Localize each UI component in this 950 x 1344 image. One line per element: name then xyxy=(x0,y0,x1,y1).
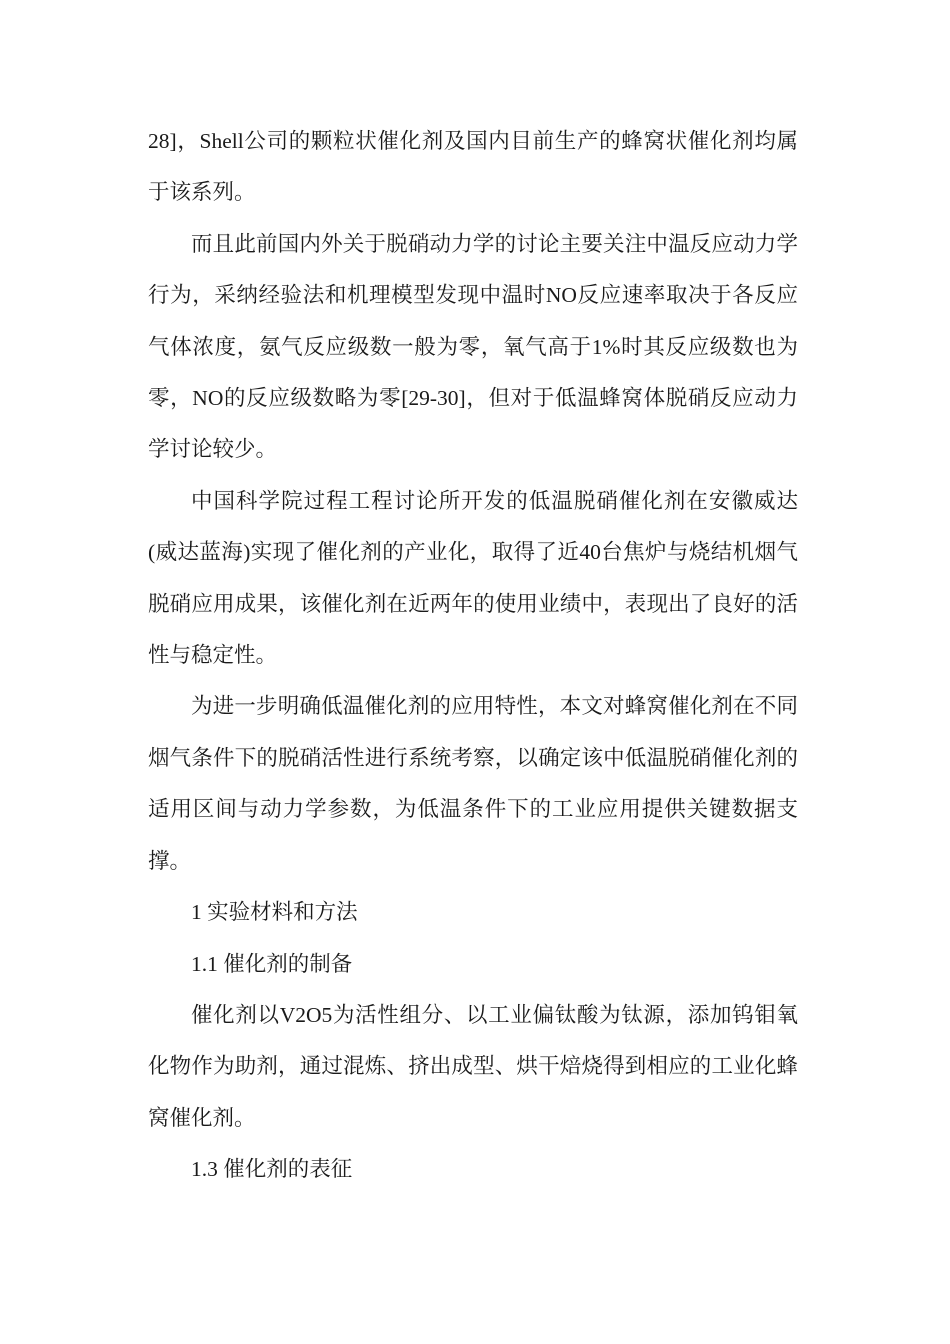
document-body xyxy=(148,116,798,1196)
paragraph-industrialization: 中国科学院过程工程讨论所开发的低温脱硝催化剂在安徽威达(威达蓝海)实现了催化剂的产业化，取得了近40台焦炉与烧结机烟气脱硝应用成果，该催化剂在近两年的使用业绩中，表现出了良好的活性与稳定性。 xyxy=(148,488,798,668)
paragraph-continuation: 28]，Shell公司的颗粒状催化剂及国内目前生产的蜂窝状催化剂均属于该系列。 xyxy=(148,129,798,205)
subsection-heading-1-1: 1.1 催化剂的制备 xyxy=(191,951,353,976)
paragraph-kinetics: 而且此前国内外关于脱硝动力学的讨论主要关注中温反应动力学行为，采纳经验法和机理模型发现中温时NO反应速率取决于各反应气体浓度，氨气反应级数一般为零，氧气高于1%时其反应级数也为零，NO的反应级数略为零[29-30]，但对于低温蜂窝体脱硝反应动力学讨论较少。 xyxy=(148,231,798,462)
section-heading: 1 实验材料和方法 xyxy=(191,900,358,925)
paragraph-purpose: 为进一步明确低温催化剂的应用特性，本文对蜂窝催化剂在不同烟气条件下的脱硝活性进行系统考察，以确定该中低温脱硝催化剂的适用区间与动力学参数，为低温条件下的工业应用提供关键数据支撑。 xyxy=(148,694,798,873)
subsection-heading-1-3: 1.3 催化剂的表征 xyxy=(191,1157,353,1182)
paragraph-catalyst-preparation: 催化剂以V2O5为活性组分、以工业偏钛酸为钛源，添加钨钼氧化物作为助剂，通过混炼、挤出成型、烘干焙烧得到相应的工业化蜂窝催化剂。 xyxy=(148,1002,798,1130)
